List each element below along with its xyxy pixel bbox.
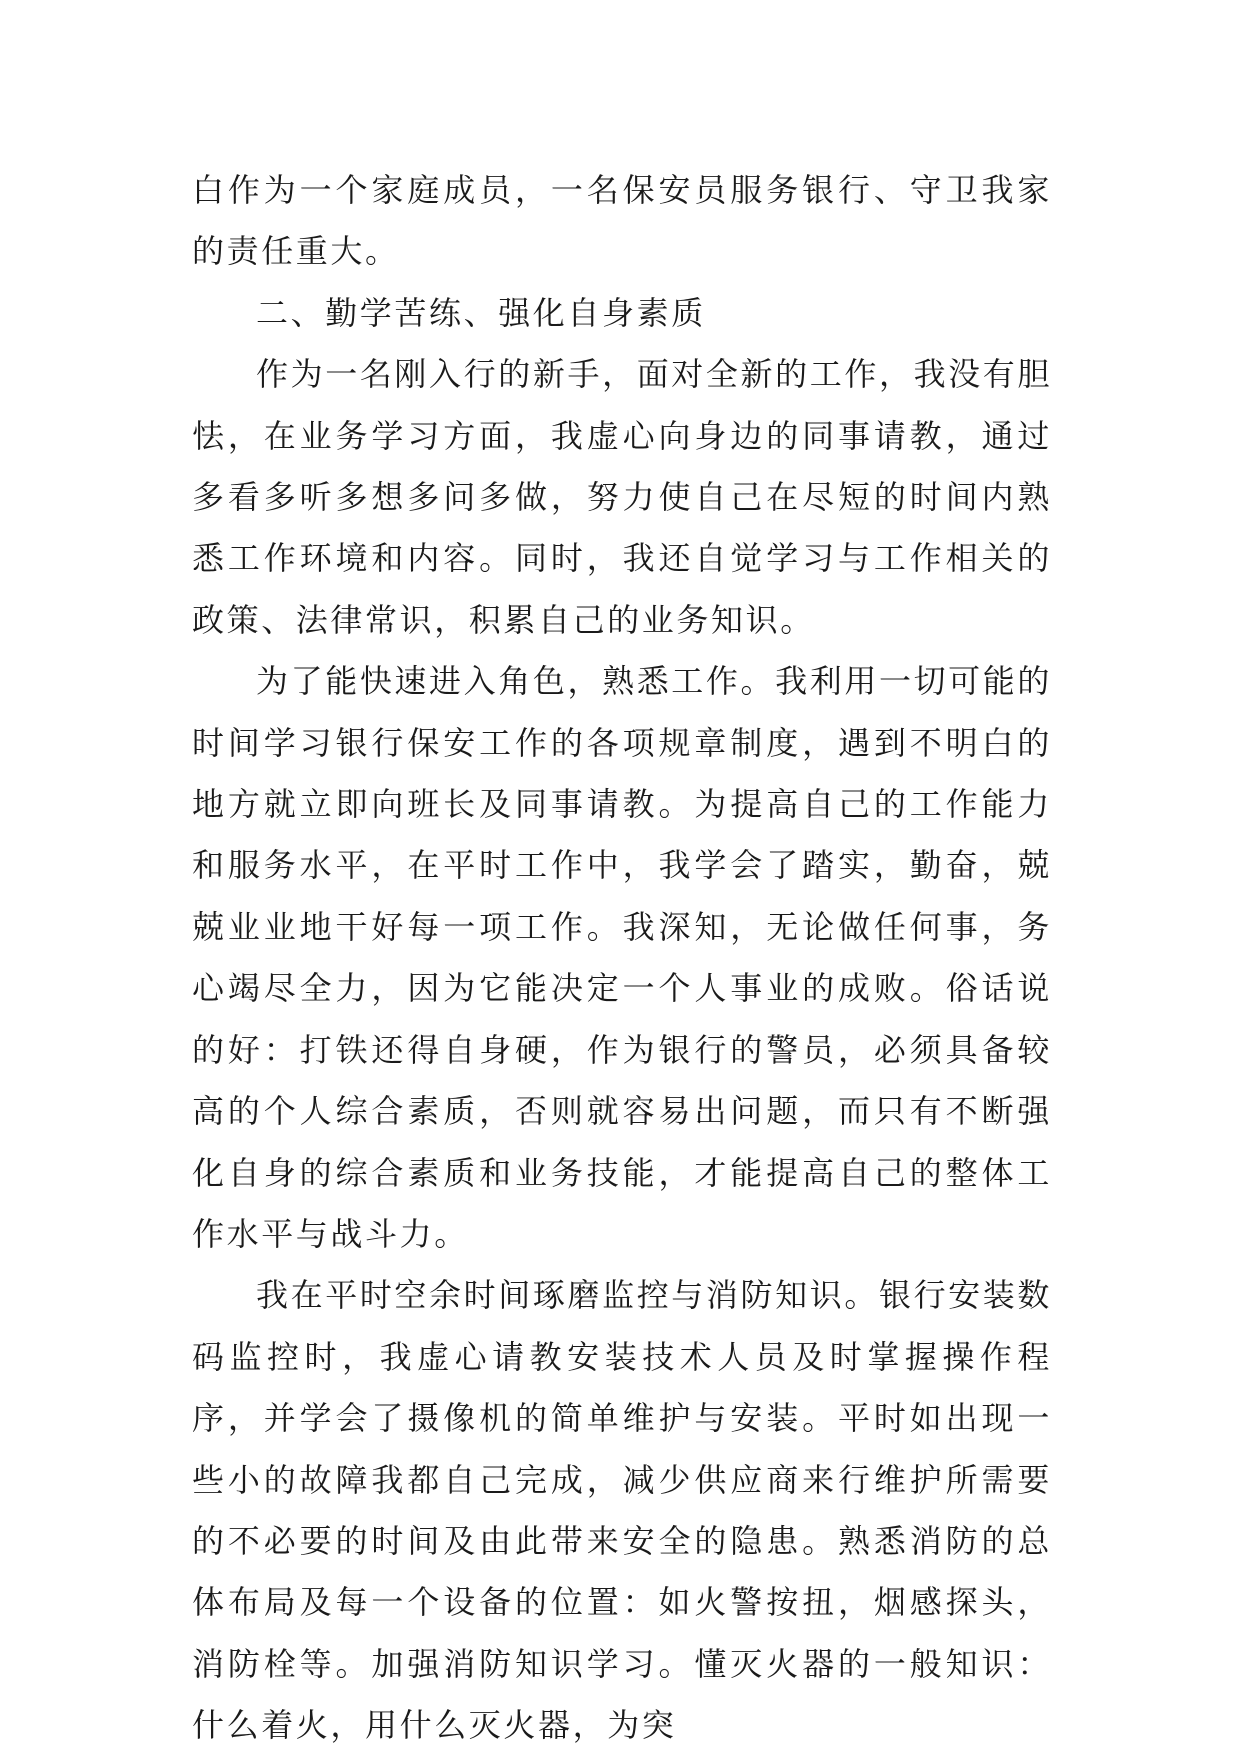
paragraph-role: 为了能快速进入角色，熟悉工作。我利用一切可能的时间学习银行保安工作的各项规章制度，遇到不明白的地方就立即向班长及同事请教。为提高自己的工作能力和服务水平，在平时工作中，我学会了踏实，勤奋，兢兢业业地干好每一项工作。我深知，无论做任何事，务心竭尽全力，因为它能决定一个人事业的成败。俗话说的好：打铁还得自身硬，作为银行的警员，必须具备较高的个人综合素质，否则就容易出问题，而只有不断强化自身的综合素质和业务技能，才能提高自己的整体工作水平与战斗力。 [192, 662, 1052, 1253]
paragraph-monitoring: 我在平时空余时间琢磨监控与消防知识。银行安装数码监控时，我虚心请教安装技术人员及时掌握操作程序，并学会了摄像机的简单维护与安装。平时如出现一些小的故障我都自己完成，减少供应商来行维护所需要的不必要的时间及由此带来安全的隐患。熟悉消防的总体布局及每一个设备的位置：如火警按扭，烟感探头，消防栓等。加强消防知识学习。懂灭火器的一般知识：什么着火，用什么灭火器，为突 [192, 1276, 1052, 1745]
document-body [192, 160, 1052, 1757]
paragraph-continuation: 白作为一个家庭成员，一名保安员服务银行、守卫我家的责任重大。 [192, 171, 1052, 271]
section-heading: 二、勤学苦练、强化自身素质 [256, 293, 706, 332]
paragraph-study: 作为一名刚入行的新手，面对全新的工作，我没有胆怯，在业务学习方面，我虚心向身边的同事请教，通过多看多听多想多问多做，努力使自己在尽短的时间内熟悉工作环境和内容。同时，我还自觉学习与工作相关的政策、法律常识，积累自己的业务知识。 [192, 355, 1052, 639]
